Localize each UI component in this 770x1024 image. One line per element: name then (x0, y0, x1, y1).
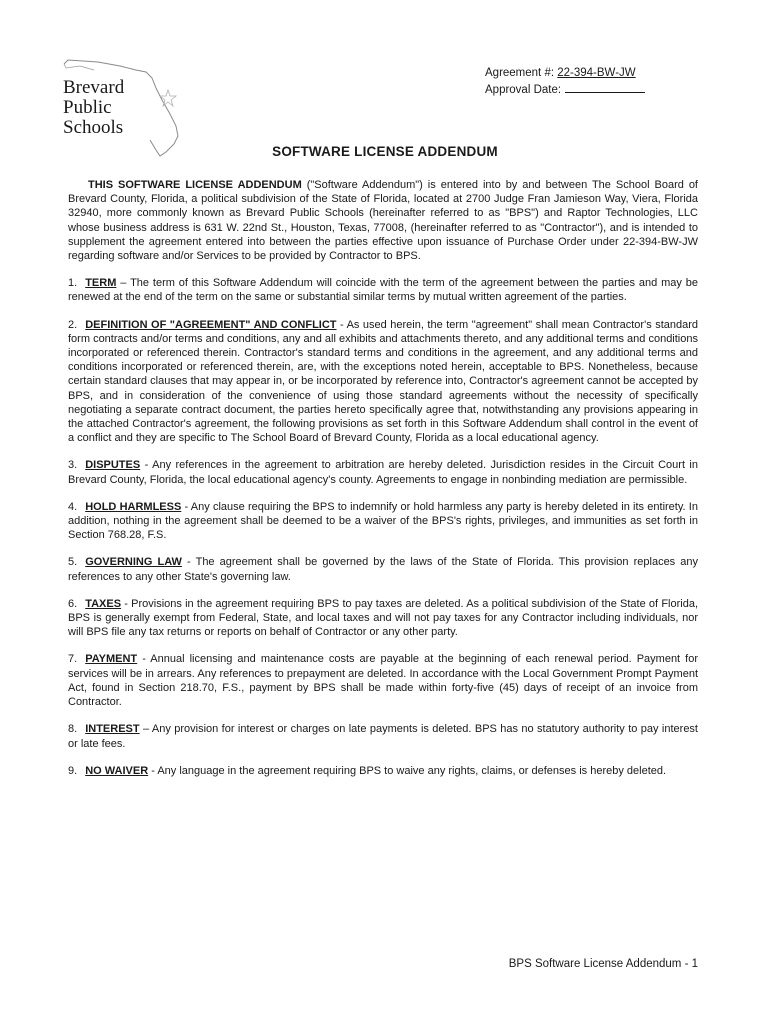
logo-wordmark (63, 78, 124, 138)
section-separator: - (181, 556, 196, 569)
section-text: The term of this Software Addendum will coincide with the term of the agreement between the parties and may be renewed at the end of the term on the same or substantial similar terms by mutual written agreement of the parties. (68, 277, 698, 304)
section-number: 8. (68, 723, 78, 736)
section-number: 5. (68, 556, 78, 569)
page-title: SOFTWARE LICENSE ADDENDUM (272, 144, 498, 159)
section-paragraph (68, 318, 698, 446)
section-paragraph (68, 764, 698, 778)
agreement-number-value: 22-394-BW-JW (557, 67, 636, 79)
section-number: 9. (68, 764, 78, 777)
intro-lead: THIS SOFTWARE LICENSE ADDENDUM (88, 179, 302, 191)
section-separator: - (181, 500, 191, 513)
section-separator: - (336, 318, 347, 331)
section-heading: NO WAIVER (85, 764, 149, 777)
section-paragraph (68, 458, 698, 486)
section-separator: - (140, 459, 153, 472)
section-separator: - (121, 597, 132, 610)
section-separator: – (116, 277, 131, 290)
section-heading: HOLD HARMLESS (85, 500, 182, 513)
agreement-number-label: Agreement #: (485, 67, 555, 79)
section-separator: - (148, 764, 158, 777)
section-paragraph (68, 597, 698, 640)
logo-line-2: Public (63, 97, 112, 118)
section-text: Any references in the agreement to arbitration are hereby deleted. Jurisdiction resides in the Circuit Court in Brevard County, Florida, the local educational agency's county. Agreements to engage in nonbinding mediation are permissible. (68, 459, 698, 486)
logo-line-1: Brevard (63, 77, 125, 98)
agreement-number-row (485, 66, 645, 81)
section-text: Provisions in the agreement requiring BPS to pay taxes are deleted. As a political subdivision of the State of Florida, BPS is generally exempt from Federal, State, and local taxes and will not pay taxes for any Contractor including individuals, nor will BPS file any tax returns or reports on behalf of Contractor or any other party. (68, 597, 698, 639)
section-heading: INTEREST (85, 723, 140, 736)
agreement-meta (485, 66, 645, 98)
section-heading: DISPUTES (85, 459, 141, 472)
section-number: 6. (68, 597, 78, 610)
section-text: Any clause requiring the BPS to indemnify or hold harmless any party is hereby deleted in its entirety. In addition, nothing in the agreement shall be deemed to be a waiver of the BPS's rights, privileges, and immunities as set forth in Section 768.28, F.S. (68, 500, 698, 542)
section-heading: PAYMENT (85, 653, 138, 666)
section-heading: GOVERNING LAW (85, 556, 182, 569)
document-body (68, 178, 698, 791)
section-paragraph (68, 555, 698, 583)
intro-text: ("Software Addendum") is entered into by and between The School Board of Brevard County, Florida, a political subdivision of the State of Florida, located at 2700 Judge Fran Jamieson Way, Viera, Florida 32940, more commonly known as Brevard Public Schools (hereinafter referred to as "BPS") and Raptor Technologies, LLC whose business address is 631 W. 22nd St., Houston, Texas, 77008, (hereinafter referred to as "Contractor"), and is intended to supplement the agreement entered into between the parties effective upon issuance of Purchase Order under 22-394-BW-JW regarding software and/or Services to be provided by Contractor to BPS. (68, 179, 698, 263)
section-text: The agreement shall be governed by the laws of the State of Florida. This provision replaces any references to any other State's governing law. (68, 556, 699, 583)
section-heading: TERM (85, 277, 117, 290)
intro-paragraph (68, 178, 698, 263)
section-paragraph (68, 722, 698, 750)
section-paragraph (68, 500, 698, 543)
section-heading: DEFINITION OF "AGREEMENT" AND CONFLICT (85, 318, 337, 331)
approval-date-blank (565, 81, 645, 93)
section-number: 2. (68, 318, 78, 331)
section-separator: – (139, 723, 152, 736)
sections-list (68, 276, 698, 778)
section-number: 7. (68, 653, 78, 666)
section-text: Annual licensing and maintenance costs are payable at the beginning of each renewal period. Payment for services will be in arrears. Any references to prepayment are deleted. In accordance with the Local Government Prompt Payment Act, found in Section 218.70, F.S., payment by BPS shall be made within forty-five (45) days of receipt of an invoice from Contractor. (68, 653, 698, 709)
section-text: As used herein, the term "agreement" shall mean Contractor's standard form contracts and/or terms and conditions, any and all exhibits and attachments thereto, and any additional terms and conditions incorporated or referenced therein. Contractor's standard terms and conditions in the agreement, and any additional terms and conditions incorporated or referenced therein, are, with the exceptions noted herein, acceptable to BPS. Nonetheless, because certain standard clauses that may appear in, or be incorporated by reference into, Contractor's agreement cannot be accepted by BPS, and in consideration of the convenience of using those standard agreements without the necessity of specifically negotiating a separate contract document, the parties hereto specifically agree that, notwithstanding any provisions appearing in the attached Contractor's agreement, the following provisions as set forth in this Software Addendum shall control in the event of a conflict and they are specific to The School Board of Brevard County, Florida as a local educational agency. (68, 318, 698, 445)
section-number: 1. (68, 277, 78, 290)
section-text: Any language in the agreement requiring BPS to waive any rights, claims, or defenses is hereby deleted. (157, 764, 667, 777)
section-paragraph (68, 276, 698, 304)
approval-date-label: Approval Date: (485, 84, 562, 96)
logo-line-3: Schools (63, 117, 124, 138)
section-paragraph (68, 652, 698, 709)
section-text: Any provision for interest or charges on late payments is deleted. BPS has no statutory authority to pay interest or late fees. (68, 723, 698, 750)
page-footer: BPS Software License Addendum - 1 (508, 958, 698, 970)
section-heading: TAXES (85, 597, 122, 610)
section-separator: - (137, 653, 151, 666)
approval-date-row (485, 81, 645, 98)
star-icon (160, 90, 176, 106)
section-number: 4. (68, 500, 78, 513)
section-number: 3. (68, 459, 78, 472)
